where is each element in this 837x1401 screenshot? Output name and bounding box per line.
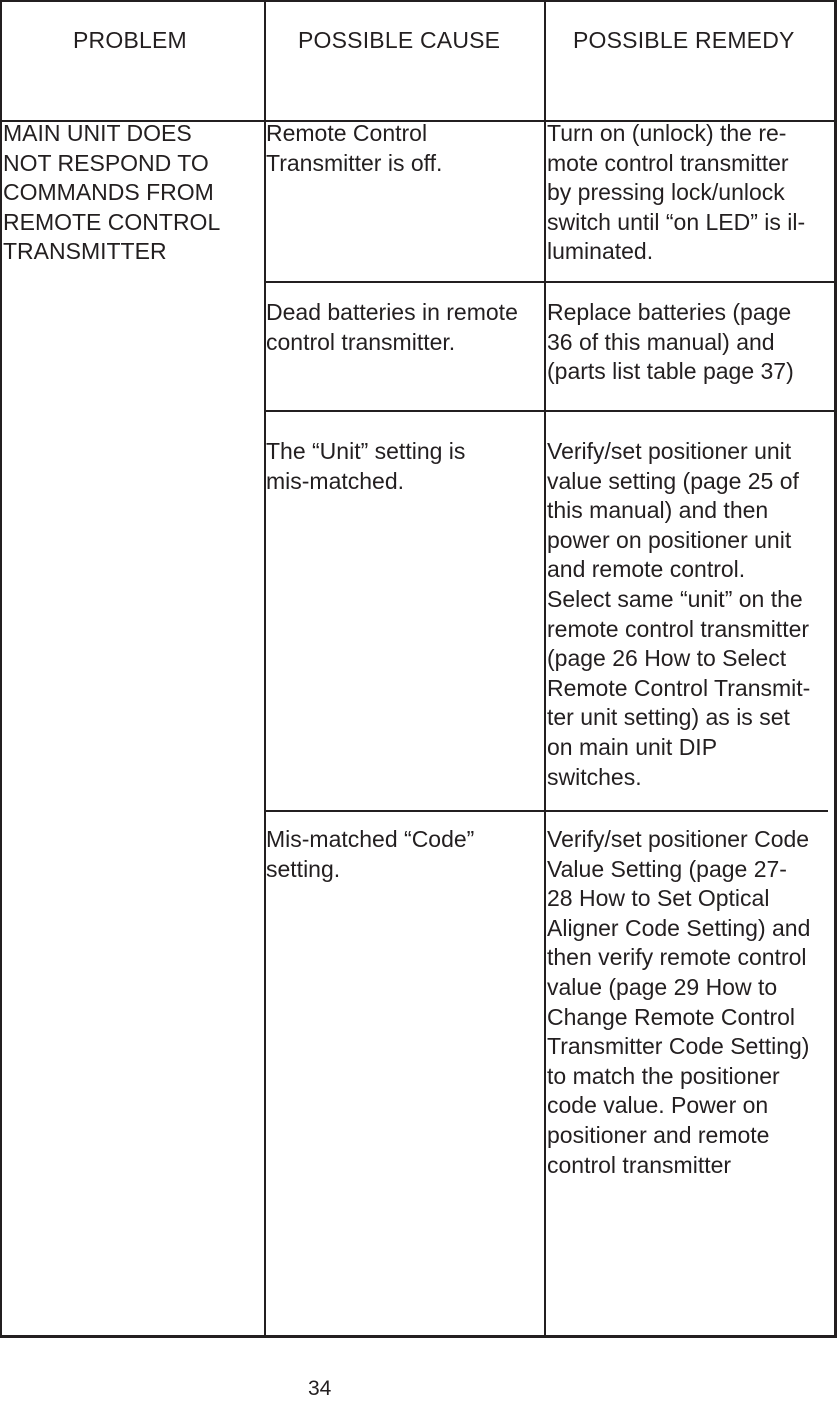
row-divider-2 [266,410,835,412]
remedy-cell: Replace batteries (page 36 of this manual) and (parts list table page 37) [547,299,794,385]
table-bottom-border [0,1335,837,1338]
header-problem: PROBLEM [73,27,187,53]
problem-text: MAIN UNIT DOES NOT RESPOND TO COMMANDS FROM REMOTE CONTROL TRANSMITTER [3,120,221,265]
page-number: 34 [308,1377,332,1400]
cause-cell: Mis-matched “Code” setting. [266,826,475,882]
header-possible-remedy: POSSIBLE REMEDY [573,27,795,53]
cause-cell: Dead batteries in remote control transmitter. [266,299,518,355]
remedy-cell: Verify/set positioner unit value setting (page 25 of this manual) and then power on positioner unit and remote control. Select same “unit” on the remote control transmitter (page 26 How to Select Remote Control Transmit- ter unit setting) as is set on main unit DIP switches. [547,438,811,790]
table-left-border [0,0,2,1338]
column-divider-1 [264,0,266,1338]
remedy-cell: Turn on (unlock) the re- mote control transmitter by pressing lock/unlock switch until “on LED” is il- luminated. [547,120,806,265]
header-possible-cause: POSSIBLE CAUSE [298,27,501,53]
cause-cell: The “Unit” setting is mis-matched. [266,438,466,494]
table-top-border [0,0,837,2]
remedy-cell: Verify/set positioner Code Value Setting (page 27- 28 How to Set Optical Aligner Code Setting) and then verify remote control value (page 29 How to Change Remote Control Transmitter Code Setting) to match the positioner code value. Power on positioner and remote control transmitter [547,826,811,1178]
row-divider-1 [266,281,835,283]
cause-cell: Remote Control Transmitter is off. [266,120,443,176]
row-divider-3 [266,810,828,812]
column-divider-2 [544,0,546,1338]
